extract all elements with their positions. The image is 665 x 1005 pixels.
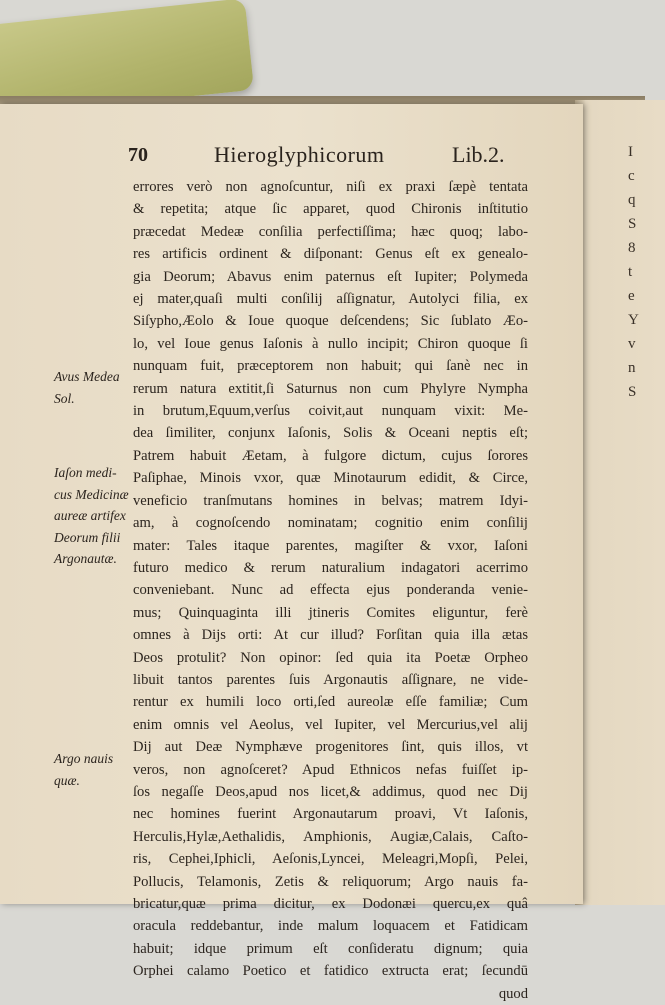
text-line: mus; Quinquaginta illi jtineris Comites eliguntur, ferè xyxy=(133,604,528,621)
margin-note-line: Sol. xyxy=(54,390,75,406)
facing-page-letter: Y xyxy=(628,312,639,328)
text-line: Pollucis, Telamonis, Zetis & reliquorum; Argo nauis fa- xyxy=(133,873,528,890)
facing-page-letter: t xyxy=(628,264,633,280)
text-line: rentur ex humili loco orti,ſed aureolæ eſſe familiæ; Cum xyxy=(133,694,528,711)
text-line: mater: Tales itaque parentes, magiſter & vxor, Iaſoni xyxy=(133,537,528,554)
text-line: libuit tantos parentes ſuis Argonautis aſſignare, ne vide- xyxy=(133,671,528,688)
text-line: ej mater,quaſi multi conſilij aſſignatur, Autolyci filia, ex xyxy=(133,291,528,308)
facing-page xyxy=(575,100,665,905)
text-line: dea ſimiliter, conjunx Iaſonis, Solis & Oceani neptis eſt; xyxy=(133,425,528,442)
facing-page-letter: 8 xyxy=(628,240,636,256)
body-text xyxy=(133,176,528,1005)
catchword: quod xyxy=(498,985,528,1002)
facing-page-letter: c xyxy=(628,168,635,184)
page-header xyxy=(128,144,520,172)
text-line: habuit; idque primum eſt conſideratu dignum; quia xyxy=(133,940,528,957)
text-line: nunquam fuit, præceptorem non habuit; qui ſanè nec in xyxy=(133,358,528,375)
text-line: lo, vel Ioue genus Iaſonis à nullo incipit; Chiron quoque ſi xyxy=(133,335,528,352)
text-line: Paſiphae, Minois vxor, quæ Minotaurum edidit, & Circe, xyxy=(133,470,528,487)
margin-note-line: Iaſon medi- xyxy=(54,465,117,480)
text-line: Patrem habuit Æetam, à fulgore dictum, cujus ſorores xyxy=(133,447,528,464)
text-line: Herculis,Hylæ,Aethalidis, Amphionis, Augiæ,Calais, Caſto- xyxy=(133,828,528,845)
margin-note-line: Avus Medea xyxy=(54,369,120,384)
facing-page-letter: q xyxy=(628,192,636,208)
text-line: res artificis ordinent & diſponant: Genus eſt ex genealo- xyxy=(133,246,528,263)
text-line: Siſypho,Æolo & Ioue quoque deſcendens; Sic ſublato Æo- xyxy=(133,313,528,330)
text-line: nec homines fuerint Argonautarum proavi, Vt Iaſonis, xyxy=(133,806,528,823)
facing-page-letter: v xyxy=(628,336,636,352)
text-line: in brutum,Equum,verſus coivit,aut nunquam vixit: Me- xyxy=(133,403,528,420)
text-line: veros, non agnoſceret? Apud Ethnicos nefas fuiſſet ip- xyxy=(133,761,528,778)
margin-note-iason xyxy=(54,462,136,570)
margin-note-line: Deorum filii xyxy=(54,529,121,545)
text-line: præcedat Medeæ conſilia perfectiſſima; hæc quoq; labo- xyxy=(133,223,528,240)
text-line: ſos negaſſe Deos,apud nos licet,& addimus, quod nec Dij xyxy=(133,783,528,800)
facing-page-letter: n xyxy=(628,360,636,376)
text-line: errores verò non agnoſcuntur, niſi ex praxi ſæpè tentata xyxy=(133,179,528,195)
text-line: gia Deorum; Abavus enim paternus eſt Iupiter; Polymeda xyxy=(133,268,528,285)
text-line: Deos protulit? Non opinor: ſed quia ita Poetæ Orpheo xyxy=(133,649,528,666)
book-number: Lib.2. xyxy=(452,142,505,167)
facing-page-letter: S xyxy=(628,384,637,400)
margin-note-line: Argo nauis xyxy=(54,751,114,766)
running-title: Hieroglyphicorum xyxy=(214,142,385,167)
page-number: 70 xyxy=(128,144,148,166)
text-line: & repetita; atque ſic apparet, quod Chironis inſtitutio xyxy=(133,201,528,218)
margin-note-argo xyxy=(54,748,136,791)
text-line: bricatur,quæ prima dicitur, ex Dodonæi quercu,ex quâ xyxy=(133,896,528,912)
margin-note-line: aureæ artifex xyxy=(54,508,126,523)
facing-page-letter: S xyxy=(628,216,637,232)
margin-note-avus xyxy=(54,366,136,409)
text-line: conveniebant. Nunc ad effecta ejus ponderanda venie- xyxy=(133,582,528,599)
text-line: omnes à Dijs orti: At cur illud? Forſitan quia illa ætas xyxy=(133,627,528,644)
text-line: veneficio tranſmutans homines in belvas; matrem Idyi- xyxy=(133,492,528,509)
text-line: futuro medico & rerum naturalium indagatori acerrimo xyxy=(133,559,528,576)
text-line: oracula reddebantur, inde malum loquacem et Fatidicam xyxy=(133,918,528,935)
text-line: enim omnis vel Aeolus, vel Iupiter, vel Mercurius,vel alij xyxy=(133,716,528,733)
text-line: rerum natura extitit,ſi Saturnus non cum Phylyre Nympha xyxy=(133,380,528,397)
margin-note-line: cus Medicinæ xyxy=(54,486,129,502)
text-line: Dij aut Deæ Nymphæve progenitores ſint, quis illos, vt xyxy=(133,739,528,756)
facing-page-letters xyxy=(628,140,648,404)
margin-note-line: quæ. xyxy=(54,772,80,788)
text-line: Orphei calamo Poetico et fatidico extructa erat; ſecundū xyxy=(133,963,528,980)
facing-page-letter: e xyxy=(628,288,635,304)
margin-note-line: Argonautæ. xyxy=(54,551,117,566)
text-line: ris, Cephei,Iphicli, Aeſonis,Lyncei, Meleagri,Mopſi, Pelei, xyxy=(133,851,528,868)
facing-page-letter: I xyxy=(628,144,633,160)
text-line: am, à cognoſcendo nominatam; cognitio enim conſilij xyxy=(133,515,528,532)
